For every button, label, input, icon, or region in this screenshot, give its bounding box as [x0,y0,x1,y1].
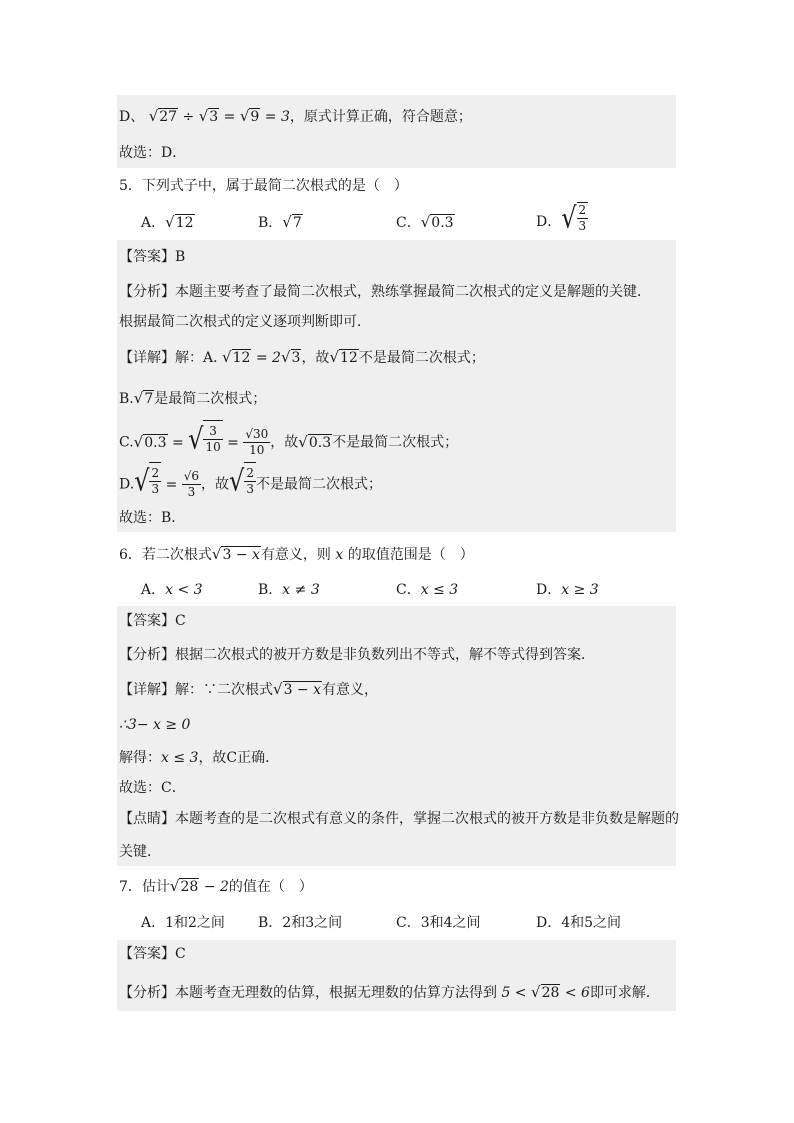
q5-option-c: C．√0.3 [396,213,454,231]
q4-choose: 故选：D． [119,145,187,161]
q7-analysis: 【分析】本题考查无理数的估算，根据无理数的估算方法得到 5 < √28 < 6即可求解． [119,983,660,1001]
q7-answer: 【答案】C [119,946,186,962]
q6-option-b: B．x ≠ 3 [258,582,320,598]
q5-stem: 5．下列式子中，属于最简二次根式的是（ ） [119,178,408,194]
q6-step: ∴3− x ≥ 0 [119,717,191,733]
q6-answer: 【答案】C [119,613,186,629]
q6-choose: 故选：C． [119,780,186,796]
q7-option-a: A．1和2之间 [141,915,225,931]
q5-detail-d: D. √ $\frac{2}{3}$ = $\frac{√6}{3}$ ，故 √ $\frac{2}{3}$ 不是最简二次根式； [119,463,382,499]
q6-analysis: 【分析】根据二次根式的被开方数是非负数列出不等式，解不等式得到答案． [119,647,595,663]
q7-option-c: C．3和4之间 [396,915,481,931]
q5-analysis-1: 【分析】本题主要考查了最简二次根式，熟练掌握最简二次根式的定义是解题的关键． [119,284,651,300]
q5-detail-c: C.√0.3 = √ $\frac{3}{10}$ = $\frac{√30}{10}$ ，故√0.3不是最简二次根式； [119,421,459,457]
q5-detail-b: B.√7是最简二次根式； [119,389,267,407]
q5-analysis-2: 根据最简二次根式的定义逐项判断即可． [119,314,371,330]
q5-choose: 故选：B． [119,510,186,526]
q5-option-b: B．√7 [258,213,302,231]
q6-option-a: A．x < 3 [141,582,203,598]
q7-option-d: D．4和5之间 [536,915,622,931]
q6-option-c: C．x ≤ 3 [396,582,459,598]
q4-option-d-detail: D、 √27 ÷ √3 = √9 = 3，原式计算正确，符合题意； [119,107,472,125]
q7-option-b: B．2和3之间 [258,915,343,931]
q5-answer: 【答案】B [119,249,186,265]
q6-stem: 6．若二次根式√3 − x有意义，则 x 的取值范围是（ ） [119,545,474,563]
q5-option-d: D． √ $\frac{2}{3}$ [536,201,587,235]
q5-detail-a: 【详解】解：A. √12 = 2√3，故√12不是最简二次根式； [119,348,485,366]
q7-stem: 7．估计√28 − 2的值在（ ） [119,877,313,895]
q6-solve: 解得：x ≤ 3，故C正确． [119,750,280,766]
q6-comment-1: 【点睛】本题考查的是二次根式有意义的条件，掌握二次根式的被开方数是非负数是解题的 [119,811,679,827]
q6-comment-2: 关键． [119,844,161,860]
q5-option-a: A．√12 [141,213,194,231]
q6-detail: 【详解】解：∵二次根式√3 − x有意义， [119,680,379,698]
q6-option-d: D．x ≥ 3 [536,582,599,598]
